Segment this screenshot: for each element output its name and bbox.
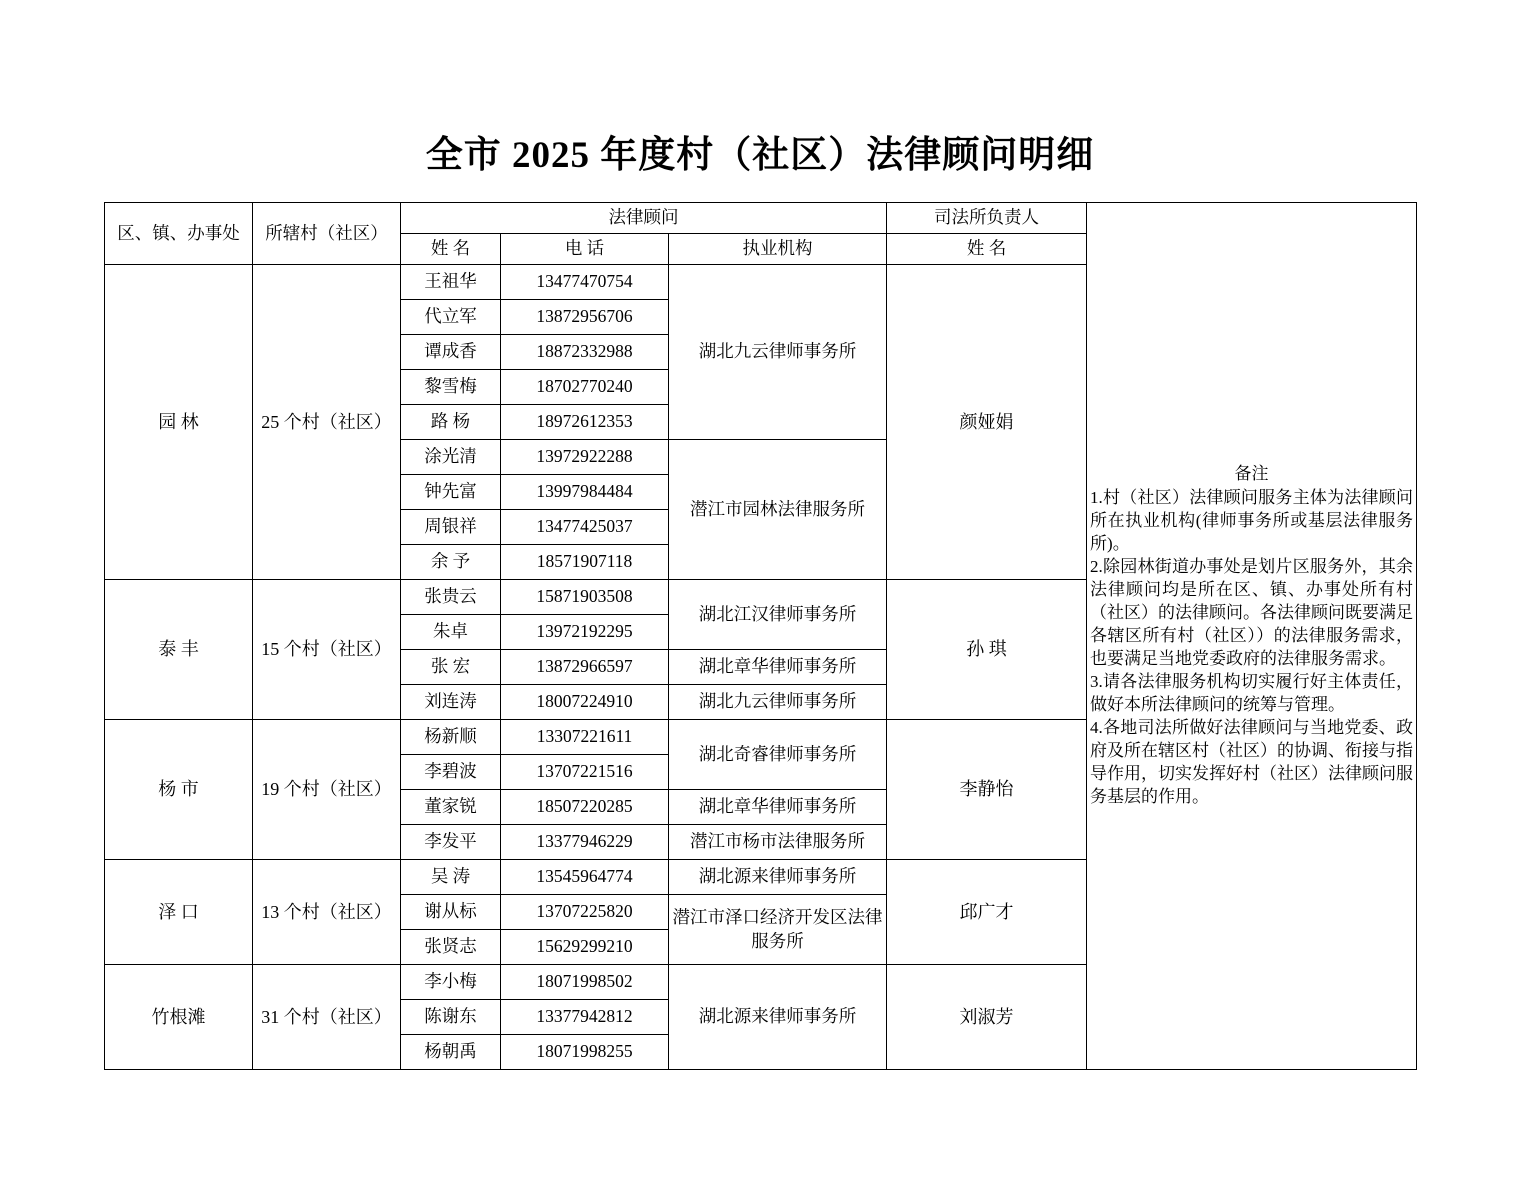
- cell-lawyer-name: 杨朝禹: [401, 1035, 501, 1070]
- cell-lawyer-name: 黎雪梅: [401, 370, 501, 405]
- cell-phone: 18571907118: [501, 545, 669, 580]
- header-justice-office-name: 姓 名: [887, 234, 1087, 265]
- cell-lawyer-name: 董家锐: [401, 790, 501, 825]
- cell-phone: 13307221611: [501, 720, 669, 755]
- cell-phone: 13545964774: [501, 860, 669, 895]
- cell-lawyer-name: 朱卓: [401, 615, 501, 650]
- cell-lawyer-name: 王祖华: [401, 265, 501, 300]
- cell-firm: 湖北源来律师事务所: [669, 860, 887, 895]
- cell-phone: 18972612353: [501, 405, 669, 440]
- cell-villages: 31 个村（社区）: [253, 965, 401, 1070]
- cell-phone: 18071998255: [501, 1035, 669, 1070]
- cell-phone: 13477470754: [501, 265, 669, 300]
- cell-justice-officer: 邱广才: [887, 860, 1087, 965]
- legal-advisor-table: [104, 202, 1417, 1070]
- cell-justice-officer: 颜娅娟: [887, 265, 1087, 580]
- cell-phone: 15871903508: [501, 580, 669, 615]
- cell-lawyer-name: 张贤志: [401, 930, 501, 965]
- header-area: 区、镇、办事处: [105, 203, 253, 265]
- cell-firm: 潜江市杨市法律服务所: [669, 825, 887, 860]
- cell-lawyer-name: 李碧波: [401, 755, 501, 790]
- cell-phone: 18071998502: [501, 965, 669, 1000]
- cell-lawyer-name: 李小梅: [401, 965, 501, 1000]
- cell-phone: 13707221516: [501, 755, 669, 790]
- cell-phone: 13872966597: [501, 650, 669, 685]
- cell-lawyer-name: 谭成香: [401, 335, 501, 370]
- cell-lawyer-name: 张贵云: [401, 580, 501, 615]
- remark-item-4: 4.各地司法所做好法律顾问与当地党委、政府及所在辖区村（社区）的协调、衔接与指导作用，切实发挥好村（社区）法律顾问服务基层的作用。: [1090, 717, 1414, 806]
- cell-lawyer-name: 钟先富: [401, 475, 501, 510]
- cell-villages: 13 个村（社区）: [253, 860, 401, 965]
- cell-phone: 13377946229: [501, 825, 669, 860]
- page-title: 全市 2025 年度村（社区）法律顾问明细: [425, 135, 1095, 176]
- cell-firm: 湖北源来律师事务所: [669, 965, 887, 1070]
- cell-lawyer-name: 陈谢东: [401, 1000, 501, 1035]
- cell-justice-officer: 刘淑芳: [887, 965, 1087, 1070]
- header-firm: 执业机构: [669, 234, 887, 265]
- cell-firm: 湖北章华律师事务所: [669, 650, 887, 685]
- remark-cell: [1087, 203, 1417, 1070]
- header-justice-office-group: 司法所负责人: [887, 203, 1087, 234]
- cell-phone: 15629299210: [501, 930, 669, 965]
- cell-lawyer-name: 路 杨: [401, 405, 501, 440]
- cell-phone: 18702770240: [501, 370, 669, 405]
- cell-firm: 潜江市泽口经济开发区法律服务所: [669, 895, 887, 965]
- cell-phone: 13872956706: [501, 300, 669, 335]
- cell-lawyer-name: 余 予: [401, 545, 501, 580]
- cell-firm: 湖北九云律师事务所: [669, 685, 887, 720]
- cell-lawyer-name: 涂光清: [401, 440, 501, 475]
- cell-firm: 湖北奇睿律师事务所: [669, 720, 887, 790]
- cell-area: 园 林: [105, 265, 253, 580]
- cell-villages: 15 个村（社区）: [253, 580, 401, 720]
- cell-justice-officer: 李静怡: [887, 720, 1087, 860]
- remark-item-1: 1.村（社区）法律顾问服务主体为法律顾问所在执业机构(律师事务所或基层法律服务所)。: [1090, 488, 1414, 554]
- table-header-row: [105, 203, 1417, 234]
- cell-villages: 25 个村（社区）: [253, 265, 401, 580]
- cell-lawyer-name: 吴 涛: [401, 860, 501, 895]
- cell-phone: 13972922288: [501, 440, 669, 475]
- cell-phone: 13972192295: [501, 615, 669, 650]
- header-lawyer-name: 姓 名: [401, 234, 501, 265]
- cell-phone: 13707225820: [501, 895, 669, 930]
- cell-lawyer-name: 周银祥: [401, 510, 501, 545]
- cell-firm: 潜江市园林法律服务所: [669, 440, 887, 580]
- remark-item-2: 2.除园林街道办事处是划片区服务外，其余法律顾问均是所在区、镇、办事处所有村（社区）的法律顾问。各法律顾问既要满足各辖区所有村（社区））的法律服务需求，也要满足当地党委政府的法律服务需求。: [1090, 557, 1414, 668]
- cell-firm: 湖北江汉律师事务所: [669, 580, 887, 650]
- cell-lawyer-name: 杨新顺: [401, 720, 501, 755]
- cell-firm: 湖北章华律师事务所: [669, 790, 887, 825]
- cell-area: 杨 市: [105, 720, 253, 860]
- cell-area: 竹根滩: [105, 965, 253, 1070]
- cell-lawyer-name: 李发平: [401, 825, 501, 860]
- cell-phone: 18007224910: [501, 685, 669, 720]
- legal-advisor-table-wrapper: [104, 202, 1416, 1070]
- cell-phone: 18872332988: [501, 335, 669, 370]
- remark-title: 备注: [1234, 464, 1269, 484]
- cell-phone: 13377942812: [501, 1000, 669, 1035]
- cell-phone: 13477425037: [501, 510, 669, 545]
- header-villages: 所辖村（社区）: [253, 203, 401, 265]
- header-lawyer-group: 法律顾问: [401, 203, 887, 234]
- cell-villages: 19 个村（社区）: [253, 720, 401, 860]
- cell-lawyer-name: 代立军: [401, 300, 501, 335]
- cell-phone: 18507220285: [501, 790, 669, 825]
- cell-lawyer-name: 谢从标: [401, 895, 501, 930]
- cell-firm: 湖北九云律师事务所: [669, 265, 887, 440]
- document-page: [0, 124, 1520, 1198]
- cell-phone: 13997984484: [501, 475, 669, 510]
- cell-lawyer-name: 张 宏: [401, 650, 501, 685]
- cell-area: 泽 口: [105, 860, 253, 965]
- cell-lawyer-name: 刘连涛: [401, 685, 501, 720]
- cell-justice-officer: 孙 琪: [887, 580, 1087, 720]
- remark-item-3: 3.请各法律服务机构切实履行好主体责任，做好本所法律顾问的统筹与管理。: [1090, 671, 1414, 714]
- cell-area: 泰 丰: [105, 580, 253, 720]
- header-phone: 电 话: [501, 234, 669, 265]
